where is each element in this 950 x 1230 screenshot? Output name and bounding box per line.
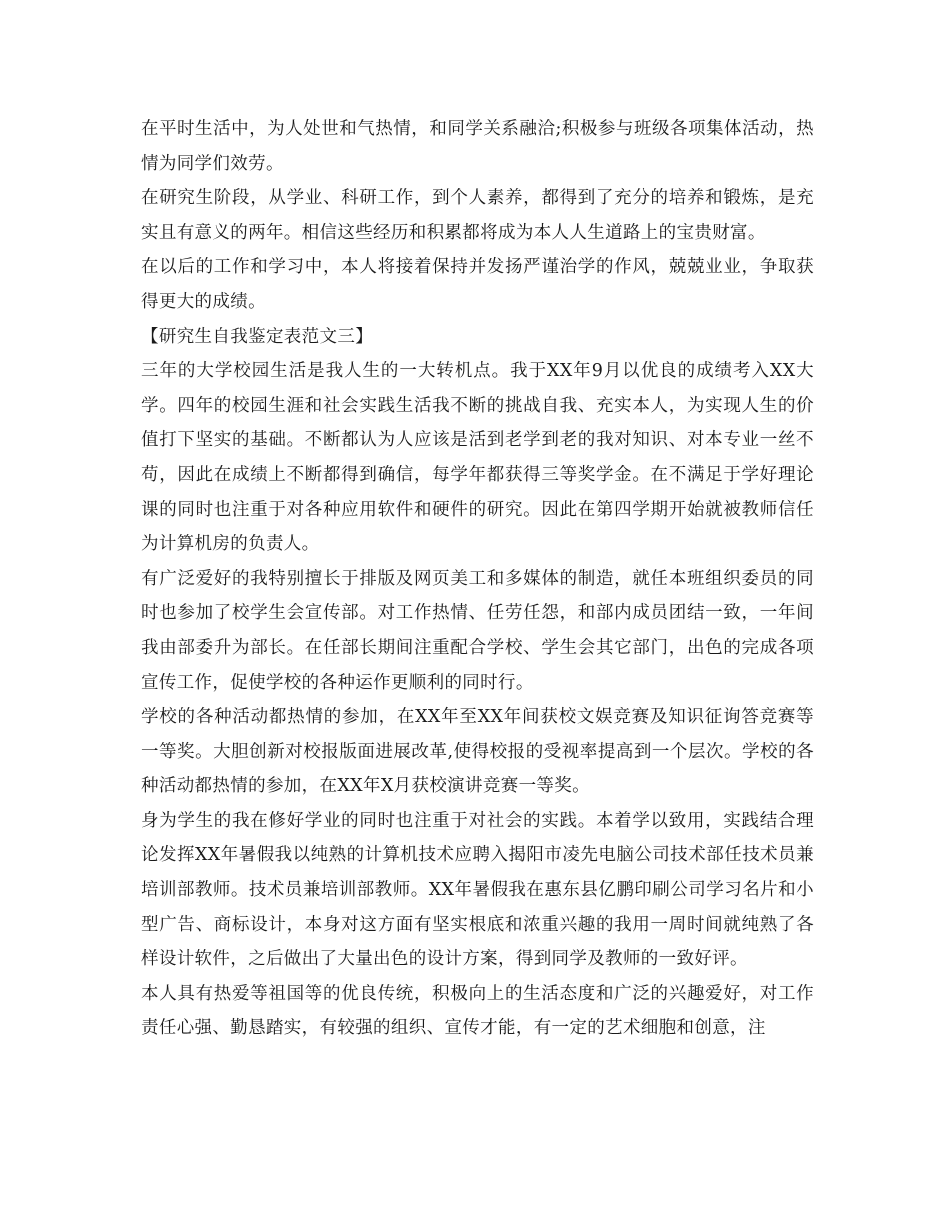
paragraph-hobbies-work: 有广泛爱好的我特别擅长于排版及网页美工和多媒体的制造，就任本班组织委员的同时也参加了校学生会宣传部。对工作热情、任劳任怨，和部内成员团结一致，一年间我由部委升为部长。在任部长期间注重配合学校、学生会其它部门，出色的完成各项宣传工作，促使学校的各种运作更顺利的同时行。 [141, 568, 814, 693]
paragraph-graduate-stage: 在研究生阶段，从学业、科研工作，到个人素养，都得到了充分的培养和锻炼，是充实且有意义的两年。相信这些经历和积累都将成为本人人生道路上的宝贵财富。 [141, 188, 814, 243]
paragraph-personal-qualities: 本人具有热爱等祖国等的优良传统，积极向上的生活态度和广泛的兴趣爱好，对工作责任心强、勤恳踏实，有较强的组织、宣传才能，有一定的艺术细胞和创意，注 [141, 983, 814, 1039]
section-heading: 【研究生自我鉴定表范文三】 [141, 326, 374, 347]
paragraph-social-life: 在平时生活中，为人处世和气热情，和同学关系融洽;积极参与班级各项集体活动，热情为同学们效劳。 [141, 119, 814, 174]
paragraph-university-life: 三年的大学校园生活是我人生的一大转机点。我于XX年9月以优良的成绩考入XX大学。四年的校园生涯和社会实践生活我不断的挑战自我、充实本人，为实现人生的价值打下坚实的基础。不断都认为人应该是活到老学到老的我对知识、对本专业一丝不苟，因此在成绩上不断都得到确信，每学年都获得三等奖学金。在不满足于学好理论课的同时也注重于对各种应用软件和硬件的研究。因此在第四学期开始就被教师信任为计算机房的负责人。 [141, 361, 814, 555]
paragraph-school-activities: 学校的各种活动都热情的参加，在XX年至XX年间获校文娱竞赛及知识征询答竞赛等一等奖。大胆创新对校报版面进展改革,使得校报的受视率提高到一个层次。学校的各种活动都热情的参加，在XX年X月获校演讲竞赛一等奖。 [141, 707, 814, 797]
document-body [141, 112, 814, 1046]
paragraph-social-practice: 身为学生的我在修好学业的同时也注重于对社会的实践。本着学以致用，实践结合理论发挥XX年暑假我以纯熟的计算机技术应聘入揭阳市凌先电脑公司技术部任技术员兼培训部教师。技术员兼培训部教师。XX年暑假我在惠东县亿鹏印刷公司学习名片和小型广告、商标设计，本身对这方面有坚实根底和浓重兴趣的我用一周时间就纯熟了各样设计软件，之后做出了大量出色的设计方案，得到同学及教师的一致好评。 [141, 810, 814, 970]
paragraph-future-work: 在以后的工作和学习中，本人将接着保持并发扬严谨治学的作风，兢兢业业，争取获得更大的成绩。 [141, 257, 814, 312]
